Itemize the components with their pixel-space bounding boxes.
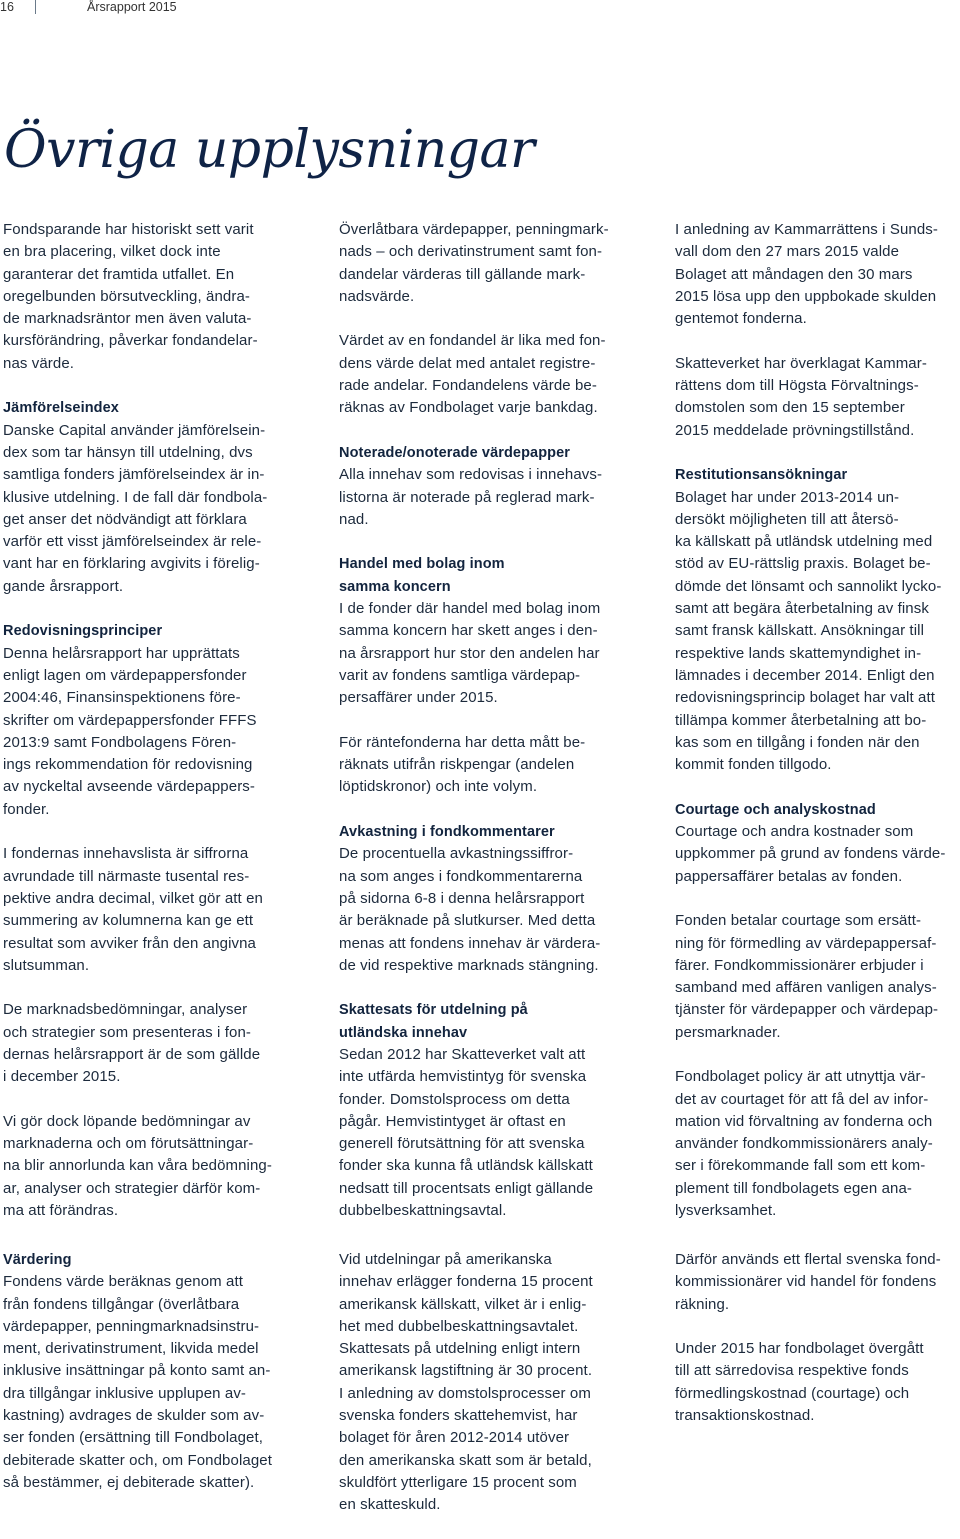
- text-line: Skattesats på utdelning enligt intern: [339, 1340, 581, 1358]
- text-line: stöd av EU-rättslig praxis. Bolaget be-: [675, 555, 931, 573]
- text-line: Danske Capital använder jämförelsein-: [3, 421, 266, 439]
- text-line: inte utfärda hemvistintyg för svenska: [339, 1068, 587, 1086]
- column-2: [339, 219, 639, 1245]
- text-line: dubbelbeskattningsavtal.: [339, 1202, 507, 1220]
- text-line: den amerikanska skatt som är betald,: [339, 1451, 592, 1469]
- text-line: persmarknader.: [675, 1023, 781, 1041]
- text-line: nedsatt till procentsats enligt gällande: [339, 1179, 594, 1197]
- text-line: löptidskronor) och inte volym.: [339, 778, 538, 796]
- text-line: skuldfört ytterligare 15 procent som: [339, 1473, 577, 1491]
- text-line: amerikansk lagstiftning är 30 procent.: [339, 1362, 593, 1380]
- text-line: nadsvärde.: [339, 287, 415, 305]
- text-line: förmedlingskostnad (courtage) och: [675, 1384, 910, 1402]
- text-line: dra tillgångar inklusive upplupen av-: [3, 1384, 247, 1402]
- text-line: rade andelar. Fondandelens värde be-: [339, 377, 597, 395]
- text-line: varför ett visst jämförelseindex är rele-: [3, 533, 262, 551]
- text-line: respektive lands skattemyndighet in-: [675, 644, 922, 662]
- text-line: Överlåtbara värdepapper, penningmark-: [339, 221, 609, 238]
- text-line: klusive utdelning. I de fall där fondbola-: [3, 488, 268, 506]
- text-line: domstolen som den 15 september: [675, 399, 905, 417]
- text-line: i december 2015.: [3, 1068, 121, 1086]
- text-line: resultat som avviker från den angivna: [3, 934, 256, 952]
- paragraph: [339, 1249, 639, 1517]
- text-line: 2015 meddelade prövningstillstånd.: [675, 421, 915, 439]
- text-line: fonder ska kunna få utländsk källskatt: [339, 1157, 593, 1175]
- text-line: het med dubbelbeskattningsavtalet.: [339, 1317, 579, 1335]
- section: [675, 464, 960, 776]
- text-line: ings rekommendation för redovisning: [3, 756, 253, 774]
- text-line: uppkommer på grund av fondens värde-: [675, 845, 946, 863]
- header-divider: [35, 0, 36, 14]
- text-line: oregelbunden börsutveckling, ändra-: [3, 287, 250, 305]
- text-line: Värdet av en fondandel är lika med fon-: [339, 332, 606, 350]
- text-line: dens värde delat med antalet registre-: [339, 354, 596, 372]
- paragraph: [675, 910, 960, 1044]
- text-line: kastning) avdrages de skulder som av-: [3, 1407, 265, 1425]
- text-line: De procentuella avkastningssiffror-: [339, 845, 574, 863]
- text-line: Fondsparande har historiskt sett varit: [3, 221, 254, 238]
- text-line: innehav erlägger fonderna 15 procent: [339, 1273, 593, 1291]
- text-line: listorna är noterade på reglerad mark-: [339, 488, 595, 506]
- text-line: garanterar det framtida utfallet. En: [3, 265, 235, 283]
- text-line: summering av kolumnerna kan ge ett: [3, 912, 254, 930]
- text-line: Fondens värde beräknas genom att: [3, 1273, 244, 1291]
- text-line: samtliga fonders jämförelseindex är in-: [3, 466, 265, 484]
- section: [339, 553, 639, 709]
- text-line: tjänster för värdepapper och värdepap-: [675, 1001, 939, 1019]
- text-line: räknats utifrån riskpengar (andelen: [339, 756, 575, 774]
- paragraph: [3, 1111, 303, 1222]
- text-line: marknaderna och om förutsättningar-: [3, 1135, 254, 1153]
- text-line: Denna helårsrapport har upprättats: [3, 644, 240, 662]
- text-line: Courtage och andra kostnader som: [675, 823, 914, 841]
- text-line: De marknadsbedömningar, analyser: [3, 1001, 248, 1019]
- text-line: menas att fondens innehav är värdera-: [339, 934, 601, 952]
- text-line: transaktionskostnad.: [675, 1407, 815, 1425]
- text-line: till att särredovisa respektive fonds: [675, 1362, 909, 1380]
- column-2-lower: [339, 1249, 639, 1539]
- section-heading: Handel med bolag inom: [339, 556, 505, 573]
- text-line: 2004:46, Finansinspektionens före-: [3, 689, 241, 707]
- text-line: Sedan 2012 har Skatteverket valt att: [339, 1045, 586, 1063]
- text-line: varit av fondens samtliga värdepap-: [339, 666, 581, 684]
- text-line: redovisningsprincip bolaget har valt att: [675, 689, 935, 707]
- text-line: kas som en tillgång i fonden när den: [675, 733, 920, 751]
- text-line: Vi gör dock löpande bedömningar av: [3, 1112, 251, 1130]
- text-line: gentemot fonderna.: [675, 310, 807, 328]
- text-line: samt att begära återbetalning av finsk: [675, 600, 929, 618]
- section: [3, 620, 303, 821]
- page-title: Övriga upplysningar: [4, 120, 535, 180]
- text-line: en skatteskuld.: [339, 1496, 441, 1514]
- text-line: bolaget för åren 2012-2014 utöver: [339, 1429, 570, 1447]
- text-line: na årsrapport hur stor den andelen har: [339, 644, 600, 662]
- text-line: använder fondkommissionärers analy-: [675, 1135, 933, 1153]
- paragraph: [675, 219, 960, 330]
- section-heading: Redovisningsprinciper: [3, 623, 163, 640]
- text-line: Vid utdelningar på amerikanska: [339, 1251, 552, 1268]
- text-line: slutsumman.: [3, 956, 90, 974]
- section-heading: Courtage och analyskostnad: [675, 801, 876, 818]
- text-line: kommissionärer vid handel för fondens: [675, 1273, 937, 1291]
- page-number: 16: [0, 0, 14, 14]
- text-line: Bolaget att måndagen den 30 mars: [675, 265, 913, 283]
- text-line: räkning.: [675, 1295, 730, 1313]
- column-1: [3, 219, 303, 1245]
- text-line: det av courtaget för att få del av infor-: [675, 1090, 929, 1108]
- text-line: de vid respektive marknads stängning.: [339, 956, 599, 974]
- text-line: I anledning av Kammarrättens i Sunds-: [675, 221, 938, 238]
- section-heading: Restitutionsansökningar: [675, 467, 848, 484]
- paragraph: [675, 1338, 960, 1427]
- text-line: ment, derivatinstrument, likvida medel: [3, 1340, 259, 1358]
- text-line: enligt lagen om värdepappersfonder: [3, 666, 247, 684]
- text-line: fonder. Domstolsprocess om detta: [339, 1090, 570, 1108]
- text-line: generell förutsättning för att svenska: [339, 1135, 585, 1153]
- text-line: pektive andra decimal, vilket gör att en: [3, 889, 263, 907]
- text-line: Skatteverket har överklagat Kammar-: [675, 354, 927, 372]
- section-heading: samma koncern: [339, 578, 451, 595]
- section: [675, 799, 960, 888]
- paragraph: [3, 219, 303, 375]
- text-line: ser fonden (ersättning till Fondbolaget,: [3, 1429, 263, 1447]
- text-line: pappersaffärer betalas av fonden.: [675, 867, 903, 885]
- text-line: gande årsrapport.: [3, 577, 124, 595]
- text-line: plement till fondbolagets egen ana-: [675, 1179, 912, 1197]
- text-line: vall dom den 27 mars 2015 valde: [675, 243, 900, 261]
- text-line: pågår. Hemvistintyget är oftast en: [339, 1112, 566, 1130]
- paragraph: [339, 330, 639, 419]
- text-line: kursförändring, påverkar fondandelar-: [3, 332, 258, 350]
- text-line: skrifter om värdepappersfonder FFFS: [3, 711, 257, 729]
- text-line: på sidorna 6-8 i denna helårsrapport: [339, 889, 585, 907]
- text-line: ser i förekommande fall som ett kom-: [675, 1157, 926, 1175]
- text-line: samma koncern har skett anges i den-: [339, 622, 598, 640]
- text-line: nads – och derivatinstrument samt fon-: [339, 243, 603, 261]
- text-line: ka källskatt på utländsk utdelning med: [675, 533, 933, 551]
- text-line: samt fransk källskatt. Ansökningar till: [675, 622, 924, 640]
- text-line: Under 2015 har fondbolaget övergått: [675, 1340, 924, 1358]
- report-title: Årsrapport 2015: [87, 0, 177, 14]
- paragraph: [3, 843, 303, 977]
- text-line: rättens dom till Högsta Förvaltnings-: [675, 377, 919, 395]
- text-line: dex som tar hänsyn till utdelning, dvs: [3, 443, 253, 461]
- section-heading: Skattesats för utdelning på: [339, 1002, 528, 1019]
- paragraph: [339, 732, 639, 799]
- text-line: samband med affären vanligen analys-: [675, 979, 937, 997]
- section-heading: Jämförelseindex: [3, 400, 119, 417]
- text-line: dernas helårsrapport är de som gällde: [3, 1045, 261, 1063]
- text-line: färer. Fondkommissionärer erbjuder i: [675, 956, 924, 974]
- text-line: amerikansk källskatt, vilket är i enlig-: [339, 1295, 587, 1313]
- section: [339, 999, 639, 1222]
- section: [3, 1249, 303, 1494]
- section: [339, 821, 639, 977]
- text-line: 2013:9 samt Fondbolagens Fören-: [3, 733, 237, 751]
- text-line: lämnades i december 2014. Enligt den: [675, 666, 935, 684]
- section: [3, 397, 303, 598]
- text-line: I anledning av domstolsprocesser om: [339, 1384, 591, 1402]
- text-line: svenska fonders skattehemvist, har: [339, 1407, 578, 1425]
- text-line: vant har en förklaring avgivits i förelig-: [3, 555, 260, 573]
- text-line: 2015 lösa upp den uppbokade skulden: [675, 287, 937, 305]
- text-line: lysverksamhet.: [675, 1202, 777, 1220]
- text-line: räknas av Fondbolaget varje bankdag.: [339, 399, 598, 417]
- text-line: fonder.: [3, 800, 50, 818]
- section-heading: Värdering: [3, 1252, 72, 1268]
- text-line: na blir annorlunda kan våra bedömning-: [3, 1157, 272, 1175]
- text-line: avrundade till närmaste tusental res-: [3, 867, 250, 885]
- text-line: mation vid förvaltning av fonderna och: [675, 1112, 933, 1130]
- text-line: från fondens tillgångar (överlåtbara: [3, 1295, 240, 1313]
- text-line: nas värde.: [3, 354, 75, 372]
- text-line: är beräknade på slutkurser. Med detta: [339, 912, 596, 930]
- section-heading: utländska innehav: [339, 1024, 468, 1041]
- text-line: ning för förmedling av värdepappersaf-: [675, 934, 937, 952]
- column-1-lower: [3, 1249, 303, 1517]
- text-line: Bolaget har under 2013-2014 un-: [675, 488, 900, 506]
- text-line: nad.: [339, 510, 369, 528]
- text-line: Fondbolaget policy är att utnyttja vär-: [675, 1068, 926, 1086]
- text-line: I fondernas innehavslista är siffrorna: [3, 845, 249, 863]
- text-line: Alla innehav som redovisas i innehavs-: [339, 466, 603, 484]
- text-line: kommit fonden tillgodo.: [675, 756, 832, 774]
- paragraph: [3, 999, 303, 1088]
- text-line: persaffärer under 2015.: [339, 689, 498, 707]
- text-line: get anser det nödvändigt att förklara: [3, 510, 247, 528]
- text-line: na som anges i fondkommentarerna: [339, 867, 583, 885]
- text-line: en bra placering, vilket dock inte: [3, 243, 221, 261]
- text-line: tillämpa kommer återbetalning att bo-: [675, 711, 927, 729]
- text-line: Fonden betalar courtage som ersätt-: [675, 912, 922, 930]
- text-line: värdepapper, penningmarknadsinstru-: [3, 1317, 260, 1335]
- paragraph: [675, 1066, 960, 1222]
- section: [339, 442, 639, 531]
- text-line: debiterade skatter och, om Fondbolaget: [3, 1451, 272, 1469]
- column-3-lower: [675, 1249, 960, 1450]
- paragraph: [675, 353, 960, 442]
- text-line: dersökt möjligheten till att återsö-: [675, 510, 899, 528]
- text-line: av nyckeltal avseende värdepappers-: [3, 778, 255, 796]
- section-heading: Avkastning i fondkommentarer: [339, 824, 555, 841]
- paragraph: [675, 1249, 960, 1316]
- text-line: och strategier som presenteras i fon-: [3, 1023, 251, 1041]
- text-line: ma att förändras.: [3, 1202, 119, 1220]
- text-line: så bestämmer, ej debiterade skatter).: [3, 1473, 255, 1491]
- text-line: de marknadsräntor men även valuta-: [3, 310, 252, 328]
- text-line: dandelar värderas till gällande mark-: [339, 265, 586, 283]
- paragraph: [339, 219, 639, 308]
- text-line: dömde det lönsamt och sannolikt lycko-: [675, 577, 942, 595]
- text-line: inklusive insättningar på konto samt an-: [3, 1362, 271, 1380]
- column-3: [675, 219, 960, 1245]
- text-line: I de fonder där handel med bolag inom: [339, 600, 601, 618]
- text-line: För räntefonderna har detta mått be-: [339, 733, 586, 751]
- section-heading: Noterade/onoterade värdepapper: [339, 444, 571, 461]
- text-line: ar, analyser och strategier därför kom-: [3, 1179, 261, 1197]
- text-line: Därför används ett flertal svenska fond-: [675, 1251, 941, 1268]
